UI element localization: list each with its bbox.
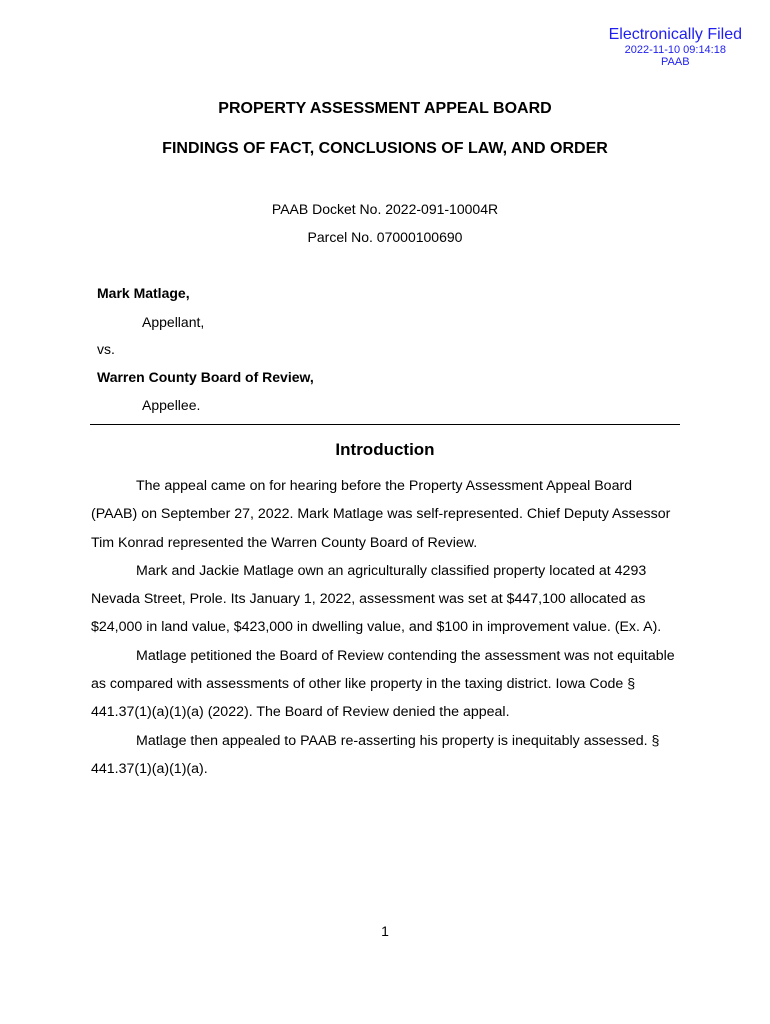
paragraph: Matlage petitioned the Board of Review contending the assessment was not equitable as compared with assessments of other like property in the taxing district. Iowa Code § 441.37(1)(a)(1)(a) (2022). The Board of Review denied the appeal. bbox=[91, 647, 675, 721]
electronic-filing-stamp bbox=[609, 26, 742, 68]
paragraph: Mark and Jackie Matlage own an agriculturally classified property located at 4293 Nevada Street, Prole. Its January 1, 2022, assessment was set at $447,100 allocated as $24,000 in land value, $423,000 in dwelling value, and $100 in improvement value. (Ex. A). bbox=[91, 562, 662, 636]
parcel-number: Parcel No. 07000100690 bbox=[307, 229, 463, 245]
stamp-filed-label: Electronically Filed bbox=[608, 26, 742, 43]
appellant-name: Mark Matlage, bbox=[97, 285, 190, 301]
paragraph: Matlage then appealed to PAAB re-asserting his property is inequitably assessed. § 441.37(1)(a)(1)(a). bbox=[91, 732, 660, 777]
page-title: PROPERTY ASSESSMENT APPEAL BOARD bbox=[218, 100, 552, 117]
versus-label: vs. bbox=[97, 341, 115, 357]
page-subtitle: FINDINGS OF FACT, CONCLUSIONS OF LAW, AND ORDER bbox=[162, 140, 608, 157]
appellee-name: Warren County Board of Review, bbox=[97, 369, 314, 385]
caption-divider bbox=[90, 424, 680, 425]
page-number: 1 bbox=[381, 923, 389, 939]
appellee-role: Appellee. bbox=[142, 397, 201, 413]
paragraph: The appeal came on for hearing before the Property Assessment Appeal Board (PAAB) on September 27, 2022. Mark Matlage was self-represented. Chief Deputy Assessor Tim Konrad represented the Warren County Board of Review. bbox=[91, 478, 671, 551]
stamp-agency: PAAB bbox=[661, 56, 690, 68]
stamp-timestamp: 2022-11-10 09:14:18 bbox=[624, 44, 726, 56]
introduction-body bbox=[91, 472, 681, 783]
section-heading-introduction: Introduction bbox=[335, 440, 435, 459]
appellant-role: Appellant, bbox=[142, 314, 205, 330]
docket-number: PAAB Docket No. 2022-091-10004R bbox=[271, 201, 499, 217]
